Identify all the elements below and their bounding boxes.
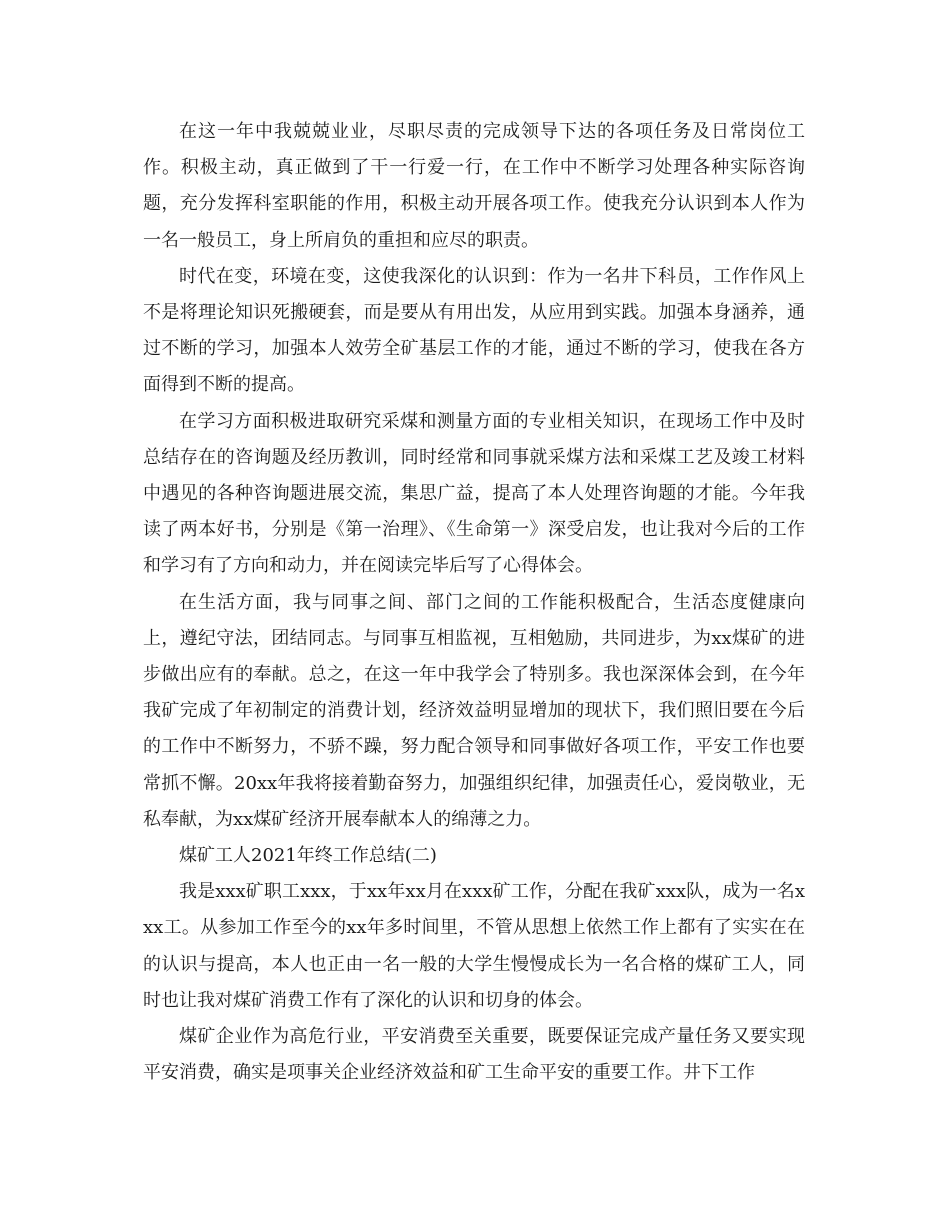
paragraph-awareness: 时代在变，环境在变，这使我深化的认识到：作为一名井下科员，工作作风上不是将理论知识死搬硬套，而是要从有用出发，从应用到实践。加强本身涵养，通过不断的学习，加强本人效劳全矿基层工作的才能，通过不断的学习，使我在各方面得到不断的提高。 — [143, 265, 805, 396]
paragraph-life: 在生活方面，我与同事之间、部门之间的工作能积极配合，生活态度健康向上，遵纪守法，团结同志。与同事互相监视，互相勉励，共同进步，为xx煤矿的进步做出应有的奉献。总之，在这一年中我学会了特别多。我也深深体会到，在今年我矿完成了年初制定的消费计划，经济效益明显增加的现状下，我们照旧要在今后的工作中不断努力，不骄不躁，努力配合领导和同事做好各项工作，平安工作也要常抓不懈。20xx年我将接着勤奋努力，加强组织纪律，加强责任心，爱岗敬业，无私奉献，为xx煤矿经济开展奉献本人的绵薄之力。 — [143, 591, 805, 830]
document-body — [143, 114, 805, 1091]
paragraph-study: 在学习方面积极进取研究采煤和测量方面的专业相关知识，在现场工作中及时总结存在的咨询题及经历教训，同时经常和同事就采煤方法和采煤工艺及竣工材料中遇见的各种咨询题进展交流，集思广益，提高了本人处理咨询题的才能。今年我读了两本好书，分别是《第一治理》、《生命第一》深受启发，也让我对今后的工作和学习有了方向和动力，并在阅读完毕后写了心得体会。 — [143, 410, 805, 577]
section-heading: 煤矿工人2021年终工作总结(二) — [179, 845, 437, 867]
paragraph-introduction: 我是xxx矿职工xxx，于xx年xx月在xxx矿工作，分配在我矿xxx队，成为一名xxx工。从参加工作至今的xx年多时间里，不管从思想上依然工作上都有了实实在在的认识与提高，本人也正由一名一般的大学生慢慢成长为一名合格的煤矿工人，同时也让我对煤矿消费工作有了深化的认识和切身的体会。 — [143, 881, 805, 1011]
paragraph-dedication: 在这一年中我兢兢业业，尽职尽责的完成领导下达的各项任务及日常岗位工作。积极主动，真正做到了干一行爱一行，在工作中不断学习处理各种实际咨询题，充分发挥科室职能的作用，积极主动开展各项工作。使我充分认识到本人作为一名一般员工，身上所肩负的重担和应尽的职责。 — [143, 121, 805, 251]
paragraph-safety: 煤矿企业作为高危行业，平安消费至关重要，既要保证完成产量任务又要实现平安消费，确实是项事关企业经济效益和矿工生命平安的重要工作。井下工作 — [143, 1026, 805, 1084]
